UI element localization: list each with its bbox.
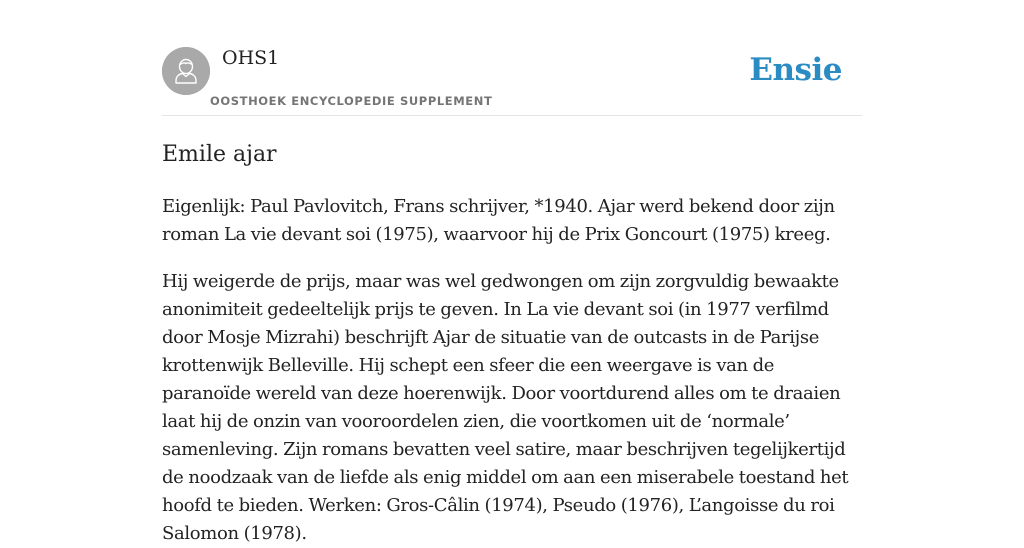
site-logo[interactable]: Ensie <box>749 52 842 88</box>
article-paragraph: Eigenlijk: Paul Pavlovitch, Frans schrijver, *1940. Ajar werd bekend door zijn roman La vie devant soi (1975), waarvoor hij de Prix Goncourt (1975) kreeg. <box>162 196 835 245</box>
article-paragraph: Hij weigerde de prijs, maar was wel gedwongen om zijn zorgvuldig bewaakte anonimiteit gedeeltelijk prijs te geven. In La vie devant soi (in 1977 verfilmd door Mosje Mizrahi) beschrijft Ajar de situatie van de outcasts in de Parijse krottenwijk Belleville. Hij schept een sfeer die een weergave is van de paranoïde wereld van deze hoerenwijk. Door voortdurend alles om te draaien laat hij de onzin van vooroordelen zien, die voortkomen uit de ‘normale’ samenleving. Zijn romans bevatten veel satire, maar beschrijven tegelijkertijd de noodzaak van de liefde als enig middel om aan een miserabele toestand het hoofd te bieden. Werken: Gros-Câlin (1974), Pseudo (1976), L’angoisse du roi Salomon (1978). <box>162 271 849 544</box>
source-subtitle: OOSTHOEK ENCYCLOPEDIE SUPPLEMENT <box>210 94 493 108</box>
source-header <box>162 0 862 116</box>
source-name-link[interactable]: OHS1 <box>222 47 280 69</box>
content-container <box>162 0 862 548</box>
user-icon[interactable] <box>162 47 210 95</box>
article-title: Emile ajar <box>162 142 277 167</box>
